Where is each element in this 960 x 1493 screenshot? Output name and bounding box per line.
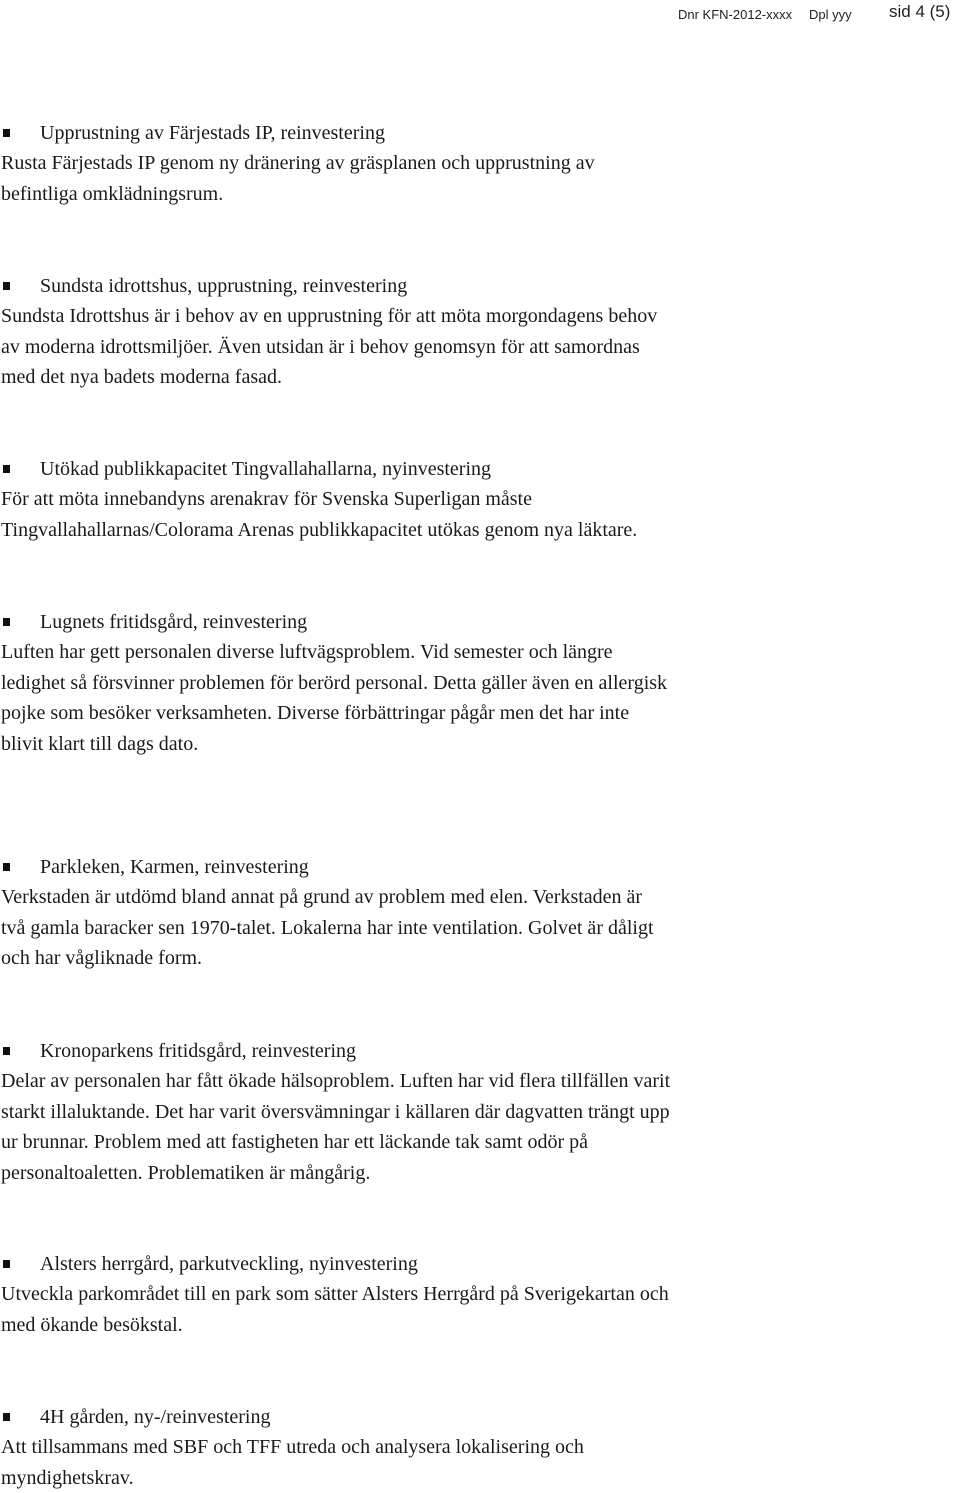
item-title: Parkleken, Karmen, reinvestering [0, 852, 950, 882]
list-item [0, 454, 950, 545]
square-bullet-icon [3, 465, 10, 473]
document-number: Dnr KFN-2012-xxxx [678, 7, 792, 22]
list-item [0, 607, 950, 759]
item-description [0, 637, 950, 759]
description-line: ledighet så försvinner problemen för berörd personal. Detta gäller även en allergisk [1, 668, 950, 699]
description-line: och har vågliknade form. [1, 943, 950, 974]
square-bullet-icon [3, 1047, 10, 1055]
square-bullet-icon [3, 282, 10, 290]
square-bullet-icon [3, 1260, 10, 1268]
item-description [0, 882, 950, 974]
item-title: Alsters herrgård, parkutveckling, nyinvestering [0, 1249, 950, 1279]
description-line: För att möta innebandyns arenakrav för Svenska Superligan måste [1, 484, 950, 515]
list-item [0, 1402, 950, 1493]
item-description [0, 1066, 950, 1188]
list-item [0, 1249, 950, 1340]
list-item [0, 271, 950, 393]
page-header [0, 0, 960, 30]
description-line: blivit klart till dags dato. [1, 729, 950, 760]
item-description [0, 148, 950, 209]
description-line: av moderna idrottsmiljöer. Även utsidan är i behov genomsyn för att samordnas [1, 332, 950, 363]
description-line: befintliga omklädningsrum. [1, 179, 950, 210]
square-bullet-icon [3, 1413, 10, 1421]
square-bullet-icon [3, 863, 10, 871]
description-line: Att tillsammans med SBF och TFF utreda och analysera lokalisering och [1, 1432, 950, 1463]
item-description [0, 1432, 950, 1493]
description-line: Luften har gett personalen diverse luftvägsproblem. Vid semester och längre [1, 637, 950, 668]
item-title: Lugnets fritidsgård, reinvestering [0, 607, 950, 637]
square-bullet-icon [3, 618, 10, 626]
description-line: Tingvallahallarnas/Colorama Arenas publikkapacitet utökas genom nya läktare. [1, 515, 950, 546]
list-item [0, 1036, 950, 1188]
description-line: Verkstaden är utdömd bland annat på grund av problem med elen. Verkstaden är [1, 882, 950, 913]
item-description [0, 484, 950, 545]
item-title: Kronoparkens fritidsgård, reinvestering [0, 1036, 950, 1066]
description-line: med ökande besökstal. [1, 1310, 950, 1341]
diary-plan-number: Dpl yyy [809, 7, 852, 22]
item-title: Upprustning av Färjestads IP, reinvestering [0, 118, 950, 148]
item-title: Sundsta idrottshus, upprustning, reinvestering [0, 271, 950, 301]
item-description [0, 301, 950, 393]
list-item [0, 118, 950, 209]
item-title: Utökad publikkapacitet Tingvallahallarna, nyinvestering [0, 454, 950, 484]
description-line: personaltoaletten. Problematiken är mångårig. [1, 1158, 950, 1189]
description-line: pojke som besöker verksamheten. Diverse förbättringar pågår men det har inte [1, 698, 950, 729]
description-line: Sundsta Idrottshus är i behov av en upprustning för att möta morgondagens behov [1, 301, 950, 332]
item-description [0, 1279, 950, 1340]
item-title: 4H gården, ny-/reinvestering [0, 1402, 950, 1432]
description-line: starkt illaluktande. Det har varit översvämningar i källaren där dagvatten trängt upp [1, 1097, 950, 1128]
description-line: myndighetskrav. [1, 1463, 950, 1493]
description-line: med det nya badets moderna fasad. [1, 362, 950, 393]
description-line: Rusta Färjestads IP genom ny dränering av gräsplanen och upprustning av [1, 148, 950, 179]
description-line: Delar av personalen har fått ökade hälsoproblem. Luften har vid flera tillfällen varit [1, 1066, 950, 1097]
description-line: Utveckla parkområdet till en park som sätter Alsters Herrgård på Sverigekartan och [1, 1279, 950, 1310]
list-item [0, 852, 950, 974]
square-bullet-icon [3, 129, 10, 137]
description-line: två gamla baracker sen 1970-talet. Lokalerna har inte ventilation. Golvet är dåligt [1, 913, 950, 944]
page-number: sid 4 (5) [889, 2, 950, 22]
description-line: ur brunnar. Problem med att fastigheten har ett läckande tak samt odör på [1, 1127, 950, 1158]
